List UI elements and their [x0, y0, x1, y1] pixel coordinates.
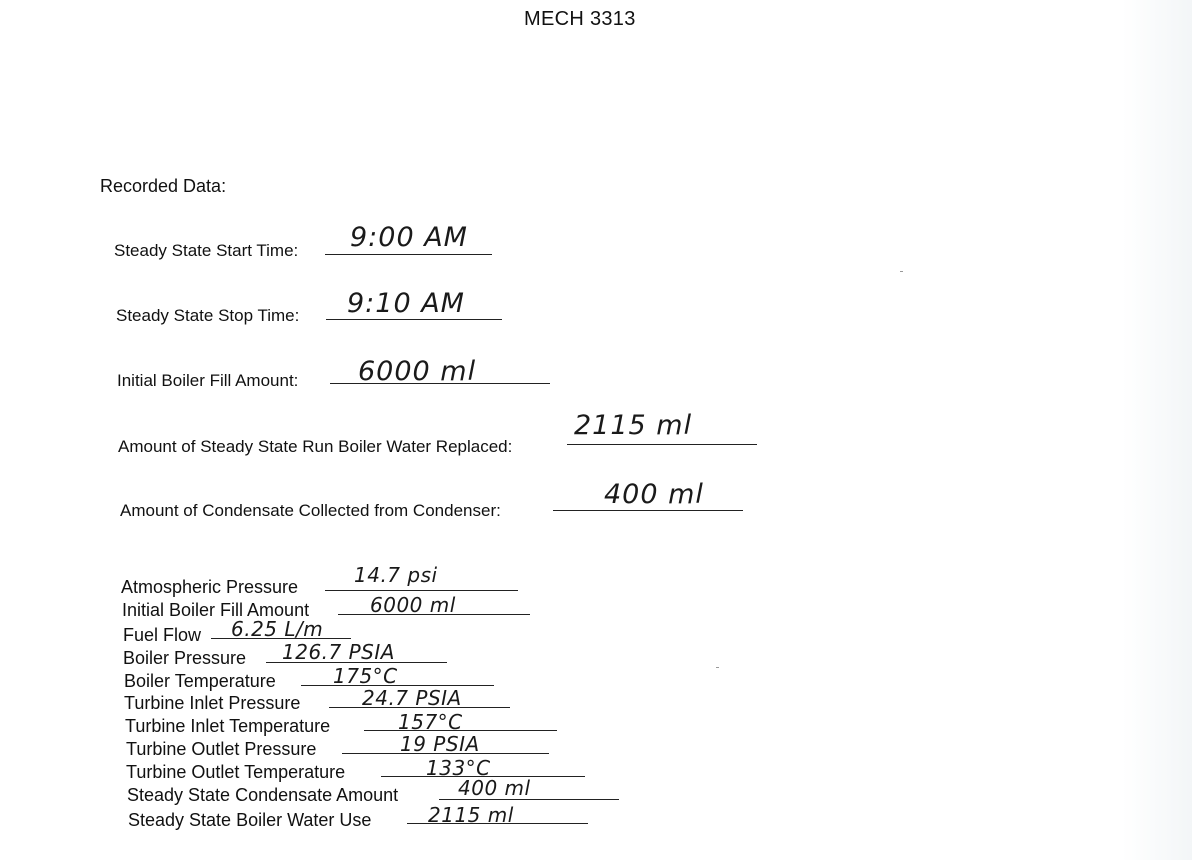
turbine-inlet-pressure-value: 24.7 PSIA: [362, 686, 462, 710]
boiler-temperature-label: Boiler Temperature: [124, 671, 276, 691]
water-replaced-label: Amount of Steady State Run Boiler Water Replaced:: [118, 437, 513, 456]
stop-time-value: 9:10 AM: [347, 288, 465, 319]
scan-speck: [716, 667, 719, 668]
recorded-data-heading: Recorded Data:: [100, 176, 227, 196]
boiler-pressure-label: Boiler Pressure: [123, 648, 247, 668]
start-time-underline: [325, 254, 492, 255]
stop-time-label: Steady State Stop Time:: [116, 306, 300, 325]
turbine-outlet-temperature-label: Turbine Outlet Temperature: [126, 762, 346, 782]
initial-boiler-fill-value: 6000 ml: [370, 593, 456, 617]
boiler-temperature-value: 175°C: [333, 664, 398, 688]
turbine-inlet-temperature-label: Turbine Inlet Temperature: [125, 716, 331, 736]
start-time-value: 9:00 AM: [350, 222, 468, 253]
scan-edge-shade: [1122, 0, 1192, 860]
turbine-inlet-temperature-value: 157°C: [398, 710, 463, 734]
stop-time-underline: [326, 319, 502, 320]
water-replaced-value: 2115 ml: [574, 410, 693, 441]
boiler-water-use-value: 2115 ml: [428, 803, 514, 827]
atmospheric-pressure-value: 14.7 psi: [354, 563, 438, 587]
condensate-amount-value: 400 ml: [458, 776, 531, 800]
start-time-label: Steady State Start Time:: [114, 241, 299, 260]
boiler-pressure-value: 126.7 PSIA: [282, 640, 395, 664]
water-replaced-underline: [567, 444, 757, 445]
fuel-flow-label: Fuel Flow: [123, 625, 202, 645]
condensate-amount-label: Steady State Condensate Amount: [127, 785, 399, 805]
initial-boiler-fill-label: Initial Boiler Fill Amount: [122, 600, 310, 620]
atmospheric-pressure-label: Atmospheric Pressure: [121, 577, 299, 597]
condensate-collected-label: Amount of Condensate Collected from Condenser:: [120, 501, 501, 520]
condensate-collected-underline: [553, 510, 743, 511]
condensate-collected-value: 400 ml: [604, 479, 704, 510]
atmospheric-pressure-underline: [325, 590, 518, 591]
turbine-inlet-pressure-label: Turbine Inlet Pressure: [124, 693, 301, 713]
turbine-outlet-pressure-label: Turbine Outlet Pressure: [126, 739, 317, 759]
fuel-flow-value: 6.25 L/m: [231, 617, 324, 641]
initial-fill-value: 6000 ml: [358, 356, 477, 387]
turbine-outlet-temperature-value: 133°C: [426, 756, 491, 780]
boiler-water-use-label: Steady State Boiler Water Use: [128, 810, 372, 830]
initial-fill-label: Initial Boiler Fill Amount:: [117, 371, 299, 390]
course-title: MECH 3313: [524, 8, 636, 30]
turbine-outlet-pressure-value: 19 PSIA: [400, 732, 480, 756]
scan-speck: [900, 271, 903, 272]
